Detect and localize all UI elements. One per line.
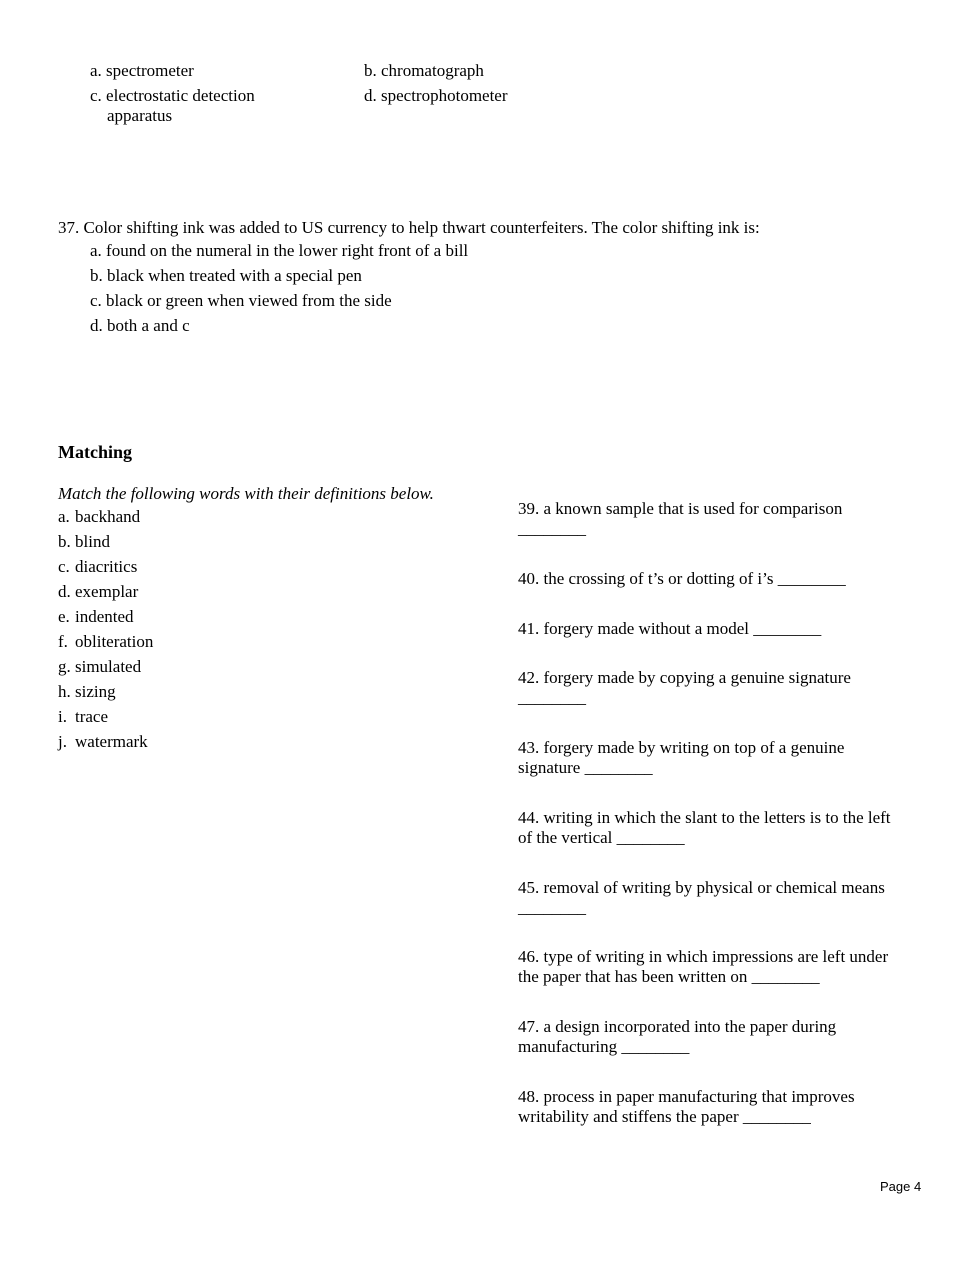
option-text: spectrometer bbox=[106, 61, 194, 80]
answer-blank: ________ bbox=[518, 688, 586, 707]
definition-text: 44. writing in which the slant to the letters is to the left bbox=[518, 808, 891, 827]
page-number: Page 4 bbox=[880, 1179, 922, 1194]
definition-44 bbox=[518, 808, 918, 848]
word-text: simulated bbox=[75, 657, 142, 676]
q36-option-d bbox=[364, 86, 508, 106]
word-text: sizing bbox=[75, 682, 116, 701]
option-letter: d. bbox=[90, 316, 103, 335]
word-letter: e. bbox=[58, 607, 70, 626]
word-bank bbox=[58, 507, 153, 757]
word-bank-item bbox=[58, 557, 153, 582]
q36-option-c bbox=[90, 86, 255, 106]
word-letter: d. bbox=[58, 582, 71, 601]
word-text: obliteration bbox=[75, 632, 154, 651]
definition-text-continued: of the vertical ________ bbox=[518, 828, 685, 847]
word-bank-item bbox=[58, 582, 153, 607]
option-letter: a. bbox=[90, 61, 102, 80]
word-bank-item bbox=[58, 682, 153, 707]
word-bank-item bbox=[58, 507, 153, 532]
option-text: spectrophotometer bbox=[381, 86, 508, 105]
option-letter: c. bbox=[90, 291, 102, 310]
definition-text: 48. process in paper manufacturing that improves bbox=[518, 1087, 855, 1106]
option-text: both a and c bbox=[107, 316, 190, 335]
word-bank-item bbox=[58, 632, 153, 657]
word-text: watermark bbox=[75, 732, 148, 751]
definition-text: 40. the crossing of t’s or dotting of i’s ________ bbox=[518, 569, 846, 588]
word-letter: f. bbox=[58, 632, 68, 651]
definition-text-continued: the paper that has been written on ________ bbox=[518, 967, 820, 986]
section-title: Matching bbox=[58, 442, 132, 462]
word-letter: a. bbox=[58, 507, 70, 526]
q36-option-c-continued bbox=[107, 106, 172, 126]
definition-text: 47. a design incorporated into the paper during bbox=[518, 1017, 837, 1036]
definition-45 bbox=[518, 878, 913, 918]
definition-text: 41. forgery made without a model ________ bbox=[518, 619, 822, 638]
definition-text: 46. type of writing in which impressions are left under bbox=[518, 947, 889, 966]
word-text: trace bbox=[75, 707, 109, 726]
option-text: electrostatic detection bbox=[106, 86, 255, 105]
definition-text-continued: writability and stiffens the paper ________ bbox=[518, 1107, 811, 1126]
definition-text: 42. forgery made by copying a genuine signature bbox=[518, 668, 851, 687]
definition-40 bbox=[518, 569, 913, 589]
q37-option-b bbox=[90, 266, 468, 291]
word-letter: c. bbox=[58, 557, 70, 576]
word-letter: g. bbox=[58, 657, 71, 676]
q36-option-a bbox=[90, 61, 194, 81]
q37-option-d bbox=[90, 316, 468, 341]
definition-text: 45. removal of writing by physical or chemical means bbox=[518, 878, 885, 897]
option-text: black when treated with a special pen bbox=[107, 266, 362, 285]
matching-instruction: Match the following words with their definitions below. bbox=[58, 484, 434, 503]
q37-option-c bbox=[90, 291, 468, 316]
word-text: diacritics bbox=[75, 557, 138, 576]
definition-text: 39. a known sample that is used for comparison bbox=[518, 499, 843, 518]
word-letter: i. bbox=[58, 707, 67, 726]
word-bank-item bbox=[58, 657, 153, 682]
word-letter: b. bbox=[58, 532, 71, 551]
option-letter: b. bbox=[364, 61, 377, 80]
definition-text-continued: manufacturing ________ bbox=[518, 1037, 690, 1056]
word-bank-item bbox=[58, 532, 153, 557]
option-letter: b. bbox=[90, 266, 103, 285]
option-text: black or green when viewed from the side bbox=[106, 291, 392, 310]
option-text: chromatograph bbox=[381, 61, 484, 80]
option-letter: c. bbox=[90, 86, 102, 105]
option-letter: d. bbox=[364, 86, 377, 105]
word-text: indented bbox=[75, 607, 134, 626]
answer-blank: ________ bbox=[518, 898, 586, 917]
answer-blank: ________ bbox=[518, 519, 586, 538]
q37-options bbox=[90, 241, 468, 341]
option-text: found on the numeral in the lower right front of a bill bbox=[106, 241, 469, 260]
definition-42 bbox=[518, 668, 913, 708]
word-text: backhand bbox=[75, 507, 141, 526]
definition-46 bbox=[518, 947, 913, 987]
definition-text-continued: signature ________ bbox=[518, 758, 653, 777]
definition-text: 43. forgery made by writing on top of a genuine bbox=[518, 738, 845, 757]
q36-option-b bbox=[364, 61, 484, 81]
option-letter: a. bbox=[90, 241, 102, 260]
definition-47 bbox=[518, 1017, 913, 1057]
word-letter: j. bbox=[58, 732, 67, 751]
word-text: blind bbox=[75, 532, 110, 551]
word-letter: h. bbox=[58, 682, 71, 701]
definition-41 bbox=[518, 619, 913, 639]
q37-stem: 37. Color shifting ink was added to US currency to help thwart counterfeiters. The color shifting ink is: bbox=[58, 218, 760, 237]
word-text: exemplar bbox=[75, 582, 139, 601]
word-bank-item bbox=[58, 607, 153, 632]
option-text: apparatus bbox=[107, 106, 173, 125]
definition-48 bbox=[518, 1087, 913, 1127]
definition-43 bbox=[518, 738, 913, 778]
word-bank-item bbox=[58, 707, 153, 732]
q37-option-a bbox=[90, 241, 468, 266]
word-bank-item bbox=[58, 732, 153, 757]
definition-39 bbox=[518, 499, 913, 539]
